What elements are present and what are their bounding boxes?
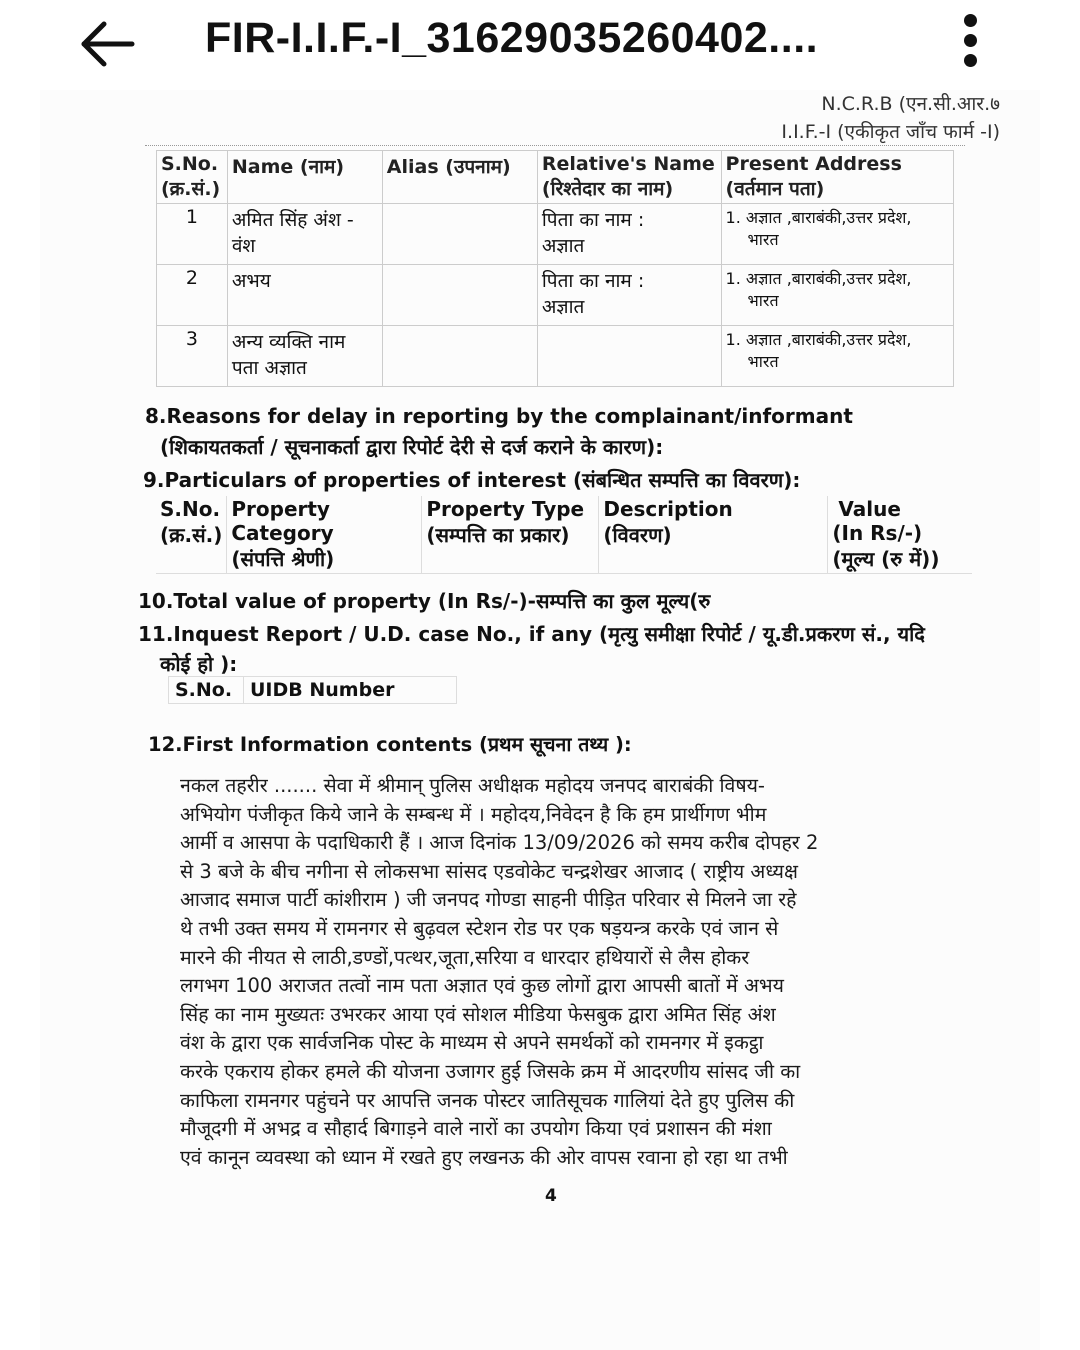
text-line: अभियोग पंजीकृत किये जाने के सम्बन्ध में । महोदय,निवेदन है कि हम प्रार्थीगण भीम <box>180 802 767 826</box>
table-header-row <box>156 496 972 574</box>
section-11-subtitle: कोई हो ): <box>160 652 238 676</box>
col-sno: S.No. (क्र.सं.) <box>156 496 227 574</box>
cell-address: 1. अज्ञात ,बाराबंकी,उत्तर प्रदेश, भारत <box>721 204 953 265</box>
table-row <box>157 265 954 326</box>
text-line: आर्मी व आसपा के पदाधिकारी हैं । आज दिनांक 13/09/2026 को समय करीब दोपहर 2 <box>180 831 819 855</box>
col-value: Value (In Rs/-) (मूल्य (रु में)) <box>828 496 972 574</box>
section-12-title: 12.First Information contents (प्रथम सूचना तथ्य ): <box>148 733 632 756</box>
text-line: आजाद समाज पार्टी कांशीराम ) जी जनपद गोण्डा साहनी पीड़ित परिवार से मिलने जा रहे <box>180 888 797 912</box>
text-line: मारने की नीयत से लाठी,डण्डों,पत्थर,जूता,सरिया व धारदार हथियारों से लैस होकर <box>180 945 750 969</box>
cell-relative <box>537 326 721 387</box>
text-line: थे तभी उक्त समय में रामनगर से बुढ़वल स्टेशन रोड पर एक षड़यन्त्र करके एवं जान से <box>180 916 779 940</box>
cell-alias <box>382 204 537 265</box>
text-line: मौजूदगी में अभद्र व सौहार्द बिगाड़ने वाले नारों का उपयोग किया एवं प्रशासन की मंशा <box>180 1117 772 1141</box>
section-8-title: 8.Reasons for delay in reporting by the complainant/informant <box>145 404 853 428</box>
section-11-title: 11.Inquest Report / U.D. case No., if any (मृत्यु समीक्षा रिपोर्ट / यू.डी.प्रकरण सं., यदि <box>138 622 925 646</box>
cell-alias <box>382 265 537 326</box>
text-line: एवं कानून व्यवस्था को ध्यान में रखते हुए लखनऊ की ओर वापस रवाना हो रहा था तभी <box>180 1145 788 1169</box>
table-row <box>157 326 954 387</box>
cell-relative: पिता का नाम : अज्ञात <box>537 265 721 326</box>
more-vertical-icon[interactable] <box>950 14 990 80</box>
col-sno: S.No. (क्र.सं.) <box>157 151 228 204</box>
section-8-subtitle: (शिकायतकर्ता / सूचनाकर्ता द्वारा रिपोर्ट देरी से दर्ज कराने के कारण): <box>160 435 664 459</box>
col-uidb-number: UIDB Number <box>244 677 457 704</box>
cell-sno: 1 <box>157 204 228 265</box>
accused-table <box>156 150 954 387</box>
text-line: वंश के द्वारा एक सार्वजनिक पोस्ट के माध्यम से अपने समर्थकों को रामनगर में इकट्ठा <box>180 1031 764 1055</box>
col-relative: Relative's Name (रिश्तेदार का नाम) <box>537 151 721 204</box>
cell-name: अमित सिंह अंश - वंश <box>227 204 382 265</box>
col-property-category: Property Category (संपत्ति श्रेणी) <box>227 496 422 574</box>
iif-header: I.I.F.-I (एकीकृत जाँच फार्म -I) <box>781 121 1000 143</box>
first-information-contents <box>180 772 900 1172</box>
section-10-title: 10.Total value of property (In Rs/-)-सम्पत्ति का कुल मूल्य(रु <box>138 589 711 613</box>
col-address: Present Address (वर्तमान पता) <box>721 151 953 204</box>
property-table <box>156 496 972 574</box>
cell-sno: 3 <box>157 326 228 387</box>
text-line: लगभग 100 अराजत तत्वों नाम पता अज्ञात एवं कुछ लोगों द्वारा आपसी बातों में अभय <box>180 974 784 998</box>
text-line: से 3 बजे के बीच नगीना से लोकसभा सांसद एडवोकेट चन्द्रशेखर आजाद ( राष्ट्रीय अध्यक्ष <box>180 859 798 883</box>
document-title: FIR-I.I.F.-I_31629035260402.... <box>205 14 819 62</box>
col-sno: S.No. <box>169 677 244 704</box>
col-alias: Alias (उपनाम) <box>382 151 537 204</box>
uidb-table <box>168 676 457 704</box>
cell-address: 1. अज्ञात ,बाराबंकी,उत्तर प्रदेश, भारत <box>721 265 953 326</box>
divider <box>145 145 965 146</box>
cell-name: अभय <box>227 265 382 326</box>
table-header-row <box>169 677 457 704</box>
text-line: काफिला रामनगर पहुंचने पर आपत्ति जनक पोस्टर जातिसूचक गालियां देते हुए पुलिस की <box>180 1088 795 1112</box>
cell-sno: 2 <box>157 265 228 326</box>
table-header-row <box>157 151 954 204</box>
text-line: सिंह का नाम मुख्यतः उभरकर आया एवं सोशल मीडिया फेसबुक द्वारा अमित सिंह अंश <box>180 1002 776 1026</box>
ncrb-header: N.C.R.B (एन.सी.आर.७ <box>821 93 1000 115</box>
app-bar <box>0 0 1080 88</box>
text-line: नकल तहरीर ....... सेवा में श्रीमान् पुलिस अधीक्षक महोदय जनपद बाराबंकी विषय- <box>180 774 765 797</box>
cell-alias <box>382 326 537 387</box>
col-description: Description (विवरण) <box>599 496 828 574</box>
cell-address: 1. अज्ञात ,बाराबंकी,उत्तर प्रदेश, भारत <box>721 326 953 387</box>
section-9-title: 9.Particulars of properties of interest (संबन्धित सम्पत्ति का विवरण): <box>143 468 801 492</box>
table-row <box>157 204 954 265</box>
page-number: 4 <box>545 1186 557 1206</box>
cell-name: अन्य व्यक्ति नाम पता अज्ञात <box>227 326 382 387</box>
cell-relative: पिता का नाम : अज्ञात <box>537 204 721 265</box>
back-arrow-icon[interactable] <box>74 12 138 76</box>
col-property-type: Property Type (सम्पत्ति का प्रकार) <box>422 496 599 574</box>
text-line: करके एकराय होकर हमले की योजना उजागर हुई जिसके क्रम में आदरणीय सांसद जी का <box>180 1059 801 1083</box>
col-name: Name (नाम) <box>227 151 382 204</box>
